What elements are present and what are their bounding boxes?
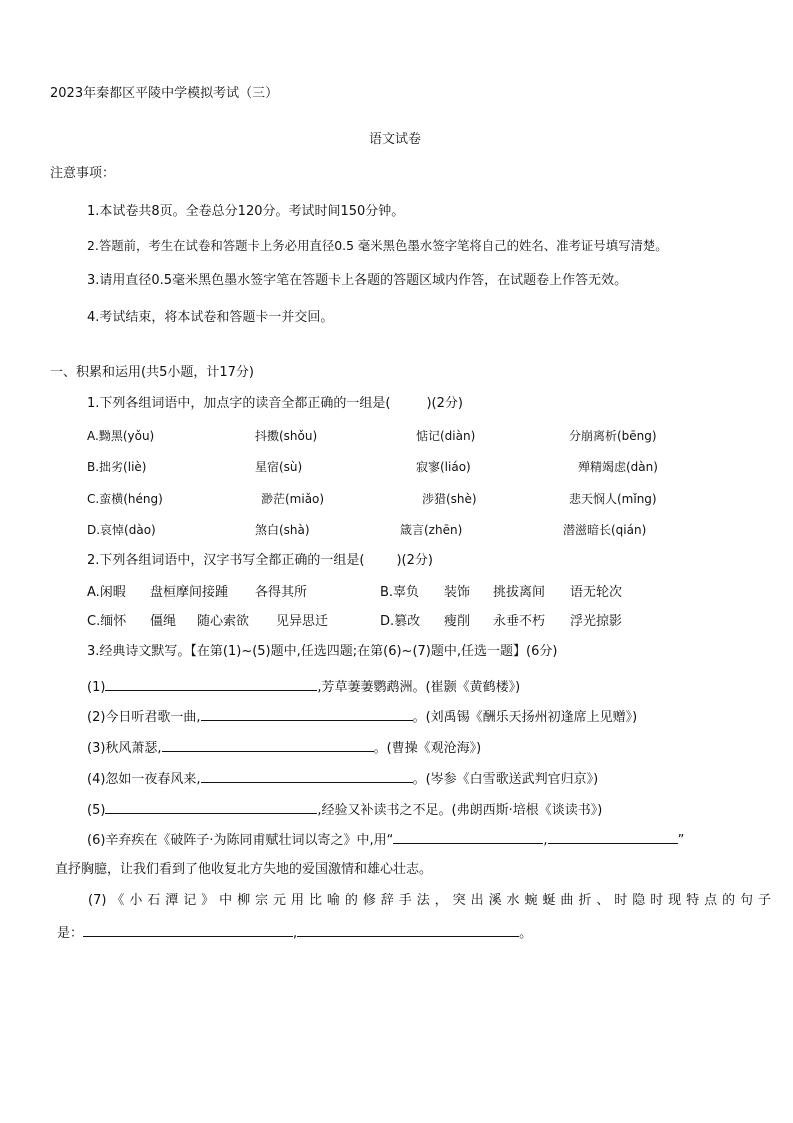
q1-option-cell: 悲天悯人(mǐng) <box>569 492 657 506</box>
q2-option-cell: B.辜负 <box>380 585 420 600</box>
note-item: 2.答题前，考生在试卷和答题卡上务必用直径0.5 毫米黑色墨水签字笔将自己的姓名、准考证号填写清楚。 <box>87 238 668 253</box>
q2-option-cell: A.闲暇 <box>87 585 126 600</box>
question-2-score: )(2分) <box>396 553 433 568</box>
q1-option-cell: A.黝黑(yǒu) <box>87 429 155 443</box>
q1-option-cell: 抖擞(shǒu) <box>255 429 318 443</box>
answer-blank[interactable] <box>548 831 678 844</box>
q1-option-cell: 星宿(sù) <box>255 460 303 474</box>
question-1-stem-text: 1.下列各组词语中，加点字的读音全都正确的一组是( <box>87 396 391 411</box>
dictation-text: ” <box>677 833 685 848</box>
notes-title: 注意事项： <box>50 166 116 181</box>
q2-option-cell: 语无轮次 <box>570 585 623 600</box>
dictation-text: , <box>293 926 298 941</box>
dictation-item-6-cont: 直抒胸臆，让我们看到了他收复北方失地的爱国激情和雄心壮志。 <box>55 862 433 877</box>
dictation-item-1 <box>87 678 520 696</box>
q2-option-cell: 永垂不朽 <box>493 614 546 629</box>
q2-option-cell: 见异思迁 <box>276 614 329 629</box>
dictation-text: ,经验又补读书之不足。(弗朗西斯·培根《谈读书》) <box>317 803 603 818</box>
q1-option-cell: 分崩离析(bēng) <box>569 429 657 443</box>
q2-option-cell: 随心索欲 <box>197 614 250 629</box>
q1-option-cell: B.拙劣(liè) <box>87 460 147 474</box>
q2-option-cell: C.缅怀 <box>87 614 127 629</box>
q1-option-cell: D.哀悼(dào) <box>87 523 156 537</box>
dictation-item-5 <box>87 801 602 819</box>
q1-option-cell: 寂寥(liáo) <box>416 460 471 474</box>
answer-blank[interactable] <box>105 678 317 691</box>
dictation-text: (6)辛弃疾在《破阵子·为陈同甫赋壮词以寄之》中,用“ <box>87 833 394 848</box>
dictation-text: 。 <box>519 926 533 941</box>
q2-option-cell: D.篡改 <box>380 614 421 629</box>
dictation-label: (5) <box>87 803 106 818</box>
answer-blank[interactable] <box>83 924 293 937</box>
q2-option-cell: 浮光掠影 <box>570 614 623 629</box>
q1-option-cell: 煞白(shà) <box>255 523 310 537</box>
dictation-label: (1) <box>87 680 106 695</box>
note-item: 1.本试卷共8页。全卷总分120分。考试时间150分钟。 <box>87 204 405 219</box>
q2-option-cell: 盘桓摩间接踵 <box>150 585 229 600</box>
question-2-stem <box>87 553 433 569</box>
section-title: 一、积累和运用(共5小题，计17分) <box>50 365 254 380</box>
dictation-text: (4)忽如一夜春风来, <box>87 772 201 787</box>
q1-option-cell: C.蛮横(héng) <box>87 492 163 506</box>
exam-title: 2023年秦都区平陵中学模拟考试（三） <box>50 86 279 101</box>
dictation-text: 是： <box>57 926 84 941</box>
q1-option-cell: 潜滋暗长(qián) <box>563 523 647 537</box>
note-item: 4.考试结束，将本试卷和答题卡一并交回。 <box>87 310 334 325</box>
q2-option-cell: 瘦削 <box>444 614 471 629</box>
dictation-text: (2)今日听君歌一曲, <box>87 710 201 725</box>
dictation-item-7-answer <box>57 924 532 942</box>
question-2-stem-text: 2.下列各组词语中，汉字书写全都正确的一组是( <box>87 553 365 568</box>
q1-option-cell: 箴言(zhēn) <box>400 523 463 537</box>
dictation-item-7: (7)《小石潭记》中柳宗元用比喻的修辞手法，突出溪水蜿蜒曲折、时隐时现特点的句子 <box>88 893 771 908</box>
answer-blank[interactable] <box>297 924 519 937</box>
question-1-stem <box>87 396 463 412</box>
dictation-text: , <box>543 833 548 848</box>
answer-blank[interactable] <box>201 770 413 783</box>
answer-blank[interactable] <box>162 739 374 752</box>
dictation-item-4 <box>87 770 598 788</box>
question-1-score: )(2分) <box>426 396 463 411</box>
subject-title: 语文试卷 <box>369 132 422 147</box>
answer-blank[interactable] <box>105 801 317 814</box>
dictation-text: (3)秋风萧瑟, <box>87 741 162 756</box>
dictation-item-6 <box>87 831 684 849</box>
q2-option-cell: 装饰 <box>444 585 471 600</box>
q1-option-cell: 涉猎(shè) <box>422 492 477 506</box>
q1-option-cell: 殚精竭虑(dàn) <box>578 460 658 474</box>
dictation-item-2 <box>87 708 637 726</box>
dictation-item-3 <box>87 739 481 757</box>
dictation-text: 。(刘禹锡《酬乐天扬州初逢席上见赠》) <box>412 710 638 725</box>
q2-option-cell: 挑拔离间 <box>493 585 546 600</box>
q2-option-cell: 各得其所 <box>255 585 308 600</box>
note-item: 3.请用直径0.5毫米黑色墨水签字笔在答题卡上各题的答题区域内作答，在试题卷上作答无效。 <box>87 273 628 288</box>
dictation-text: 。(岑参《白雪歌送武判官归京》) <box>412 772 599 787</box>
answer-blank[interactable] <box>201 708 413 721</box>
q1-option-cell: 渺茫(miǎo) <box>261 492 325 506</box>
dictation-text: ,芳草萋萋鹦鹉洲。(崔颢《黄鹤楼》) <box>317 680 521 695</box>
q1-option-cell: 惦记(diàn) <box>416 429 476 443</box>
answer-blank[interactable] <box>393 831 543 844</box>
question-3-stem: 3.经典诗文默写。【在第(1)~(5)题中,任选四题;在第(6)~(7)题中,任选一题】(6分) <box>87 644 558 659</box>
q2-option-cell: 僵绳 <box>150 614 177 629</box>
dictation-text: 。(曹操《观沧海》) <box>373 741 482 756</box>
